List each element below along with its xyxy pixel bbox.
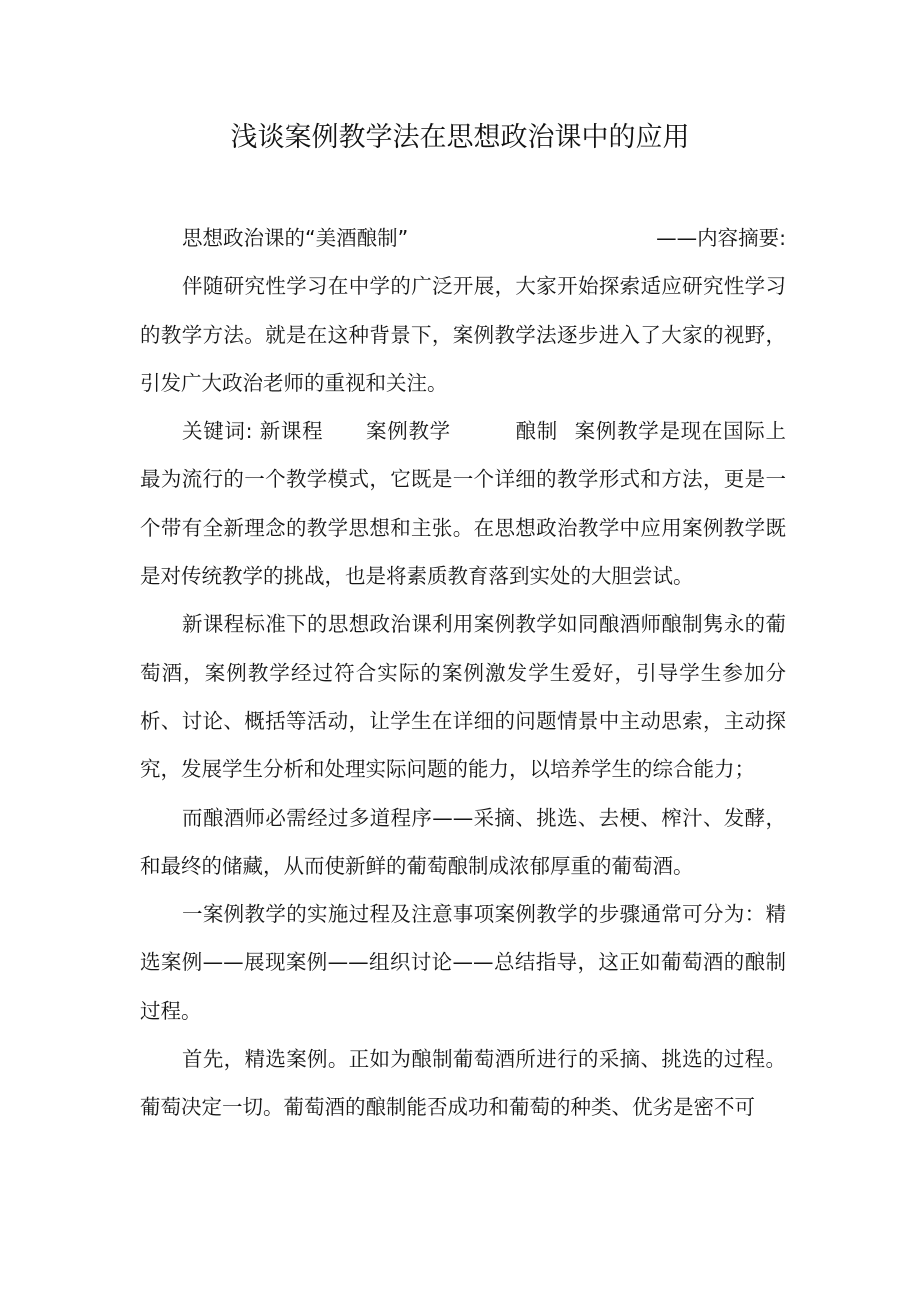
document-body bbox=[140, 214, 786, 1132]
keywords-label: 关键词: bbox=[182, 419, 253, 444]
paragraph-wine-analogy: 新课程标准下的思想政治课利用案例教学如同酿酒师酿制隽永的葡萄酒，案例教学经过符合实际的案例激发学生爱好，引导学生参加分析、讨论、概括等活动，让学生在详细的问题情景中主动思索，主动探究，发展学生分析和处理实际问题的能力，以培养学生的综合能力； bbox=[140, 612, 786, 782]
paragraph-case-teaching-steps: 一案例教学的实施过程及注意事项案例教学的步骤通常可分为：精选案例——展现案例——组织讨论——总结指导，这正如葡萄酒的酿制过程。 bbox=[140, 902, 786, 1023]
paragraph-select-cases: 首先，精选案例。正如为酿制葡萄酒所进行的采摘、挑选的过程。葡萄决定一切。葡萄酒的酿制能否成功和葡萄的种类、优劣是密不可 bbox=[140, 1047, 786, 1120]
keyword-item: 案例教学 bbox=[365, 419, 451, 444]
subtitle-left: 思想政治课的“美酒酿制” bbox=[182, 226, 409, 250]
keywords-paragraph bbox=[140, 407, 786, 600]
abstract-header bbox=[140, 214, 786, 262]
keywords-following-text: 案例教学是现在国际上最为流行的一个教学模式，它既是一个详细的教学形式和方法，更是一个带有全新理念的教学思想和主张。在思想政治教学中应用案例教学既是对传统教学的挑战，也是将素质教育落到实处的大胆尝试。 bbox=[140, 419, 786, 589]
keyword-item: 新课程 bbox=[259, 419, 324, 444]
paragraph-abstract: 伴随研究性学习在中学的广泛开展，大家开始探索适应研究性学习的教学方法。就是在这种背景下，案例教学法逐步进入了大家的视野，引发广大政治老师的重视和关注。 bbox=[140, 274, 786, 395]
keyword-item: 酿制 bbox=[514, 419, 558, 444]
document-title: 浅谈案例教学法在思想政治课中的应用 bbox=[230, 122, 690, 153]
paragraph-winemaking-steps: 而酿酒师必需经过多道程序——采摘、挑选、去梗、榨汁、发酵，和最终的储藏，从而使新鲜的葡萄酿制成浓郁厚重的葡萄酒。 bbox=[140, 805, 786, 878]
subtitle-right: ——内容摘要: bbox=[656, 226, 786, 250]
